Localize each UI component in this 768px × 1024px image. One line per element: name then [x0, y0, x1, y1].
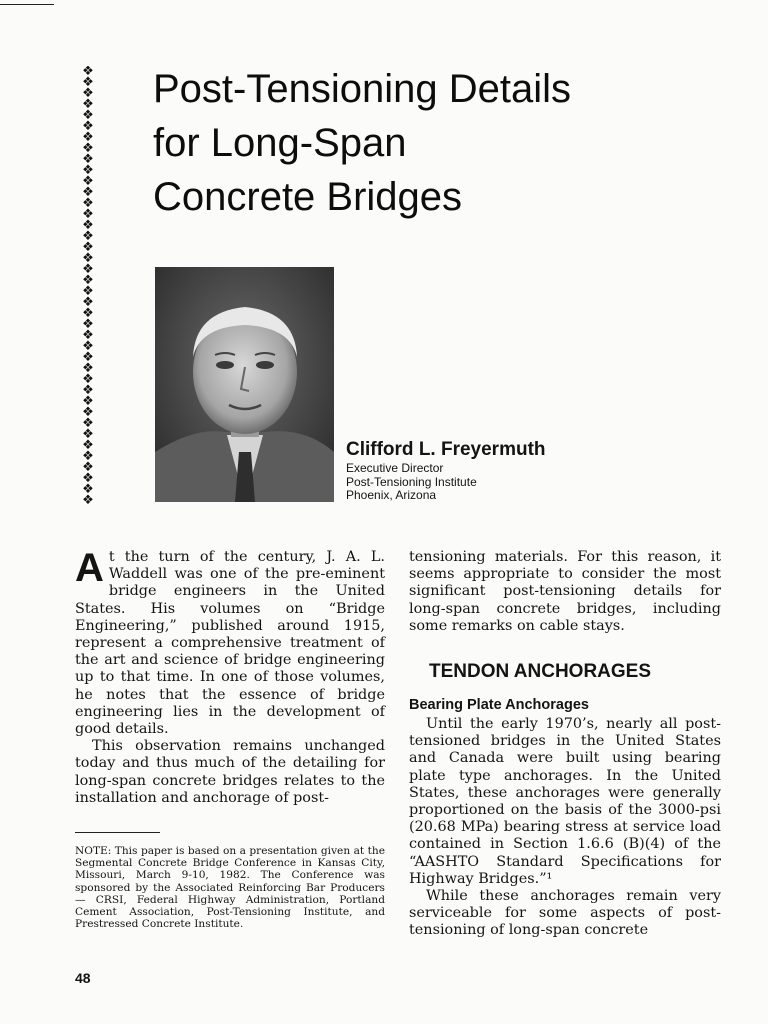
drop-cap: A [75, 546, 104, 590]
left-column [75, 546, 385, 807]
border-diamond: ❖ [82, 185, 94, 200]
border-diamond: ❖ [82, 229, 94, 244]
border-diamond: ❖ [82, 482, 94, 497]
border-diamond: ❖ [82, 108, 94, 123]
top-rule [0, 4, 54, 5]
footnote-rule [75, 832, 160, 833]
border-diamond: ❖ [82, 449, 94, 464]
border-diamond: ❖ [82, 460, 94, 475]
paragraph-1-text: t the turn of the century, J. A. L. Waddell was one of the pre-eminent bridge engineers in the United States. His volumes on “Bridge Engineering,” published around 1915, represent a comprehensive treatment of the art and science of bridge engineering up to that time. In one of those volumes, he notes that the essence of bridge engineering lies in the development of good details. [75, 549, 385, 738]
title-line-2: for Long-Span [153, 121, 407, 165]
border-diamond: ❖ [82, 218, 94, 233]
border-diamond: ❖ [82, 284, 94, 299]
border-diamond: ❖ [82, 471, 94, 486]
author-location: Phoenix, Arizona [346, 488, 437, 502]
author-portrait [155, 267, 334, 502]
border-diamond: ❖ [82, 97, 94, 112]
border-diamond: ❖ [82, 152, 94, 167]
border-diamond: ❖ [82, 383, 94, 398]
paragraph-2: This observation remains unchanged today and thus much of the detailing for long-span concrete bridges relates to the installation and anchorage of post- [75, 738, 385, 806]
border-diamond: ❖ [82, 317, 94, 332]
border-diamond: ❖ [82, 262, 94, 277]
border-diamond: ❖ [82, 438, 94, 453]
article-title [153, 62, 571, 224]
border-diamond: ❖ [82, 207, 94, 222]
border-diamond: ❖ [82, 86, 94, 101]
paragraph-5: While these anchorages remain very serviceable for some aspects of post-tensioning of long-span concrete [409, 888, 721, 939]
decorative-border [80, 66, 96, 506]
border-diamond: ❖ [82, 493, 94, 506]
border-diamond: ❖ [82, 339, 94, 354]
subsection-heading: Bearing Plate Anchorages [409, 697, 589, 714]
border-diamond: ❖ [82, 350, 94, 365]
author-name: Clifford L. Freyermuth [346, 439, 546, 460]
border-diamond: ❖ [82, 427, 94, 442]
border-diamond: ❖ [82, 141, 94, 156]
border-diamond: ❖ [82, 416, 94, 431]
author-position: Executive Director [346, 461, 444, 475]
border-diamond: ❖ [82, 196, 94, 211]
paragraph-3: tensioning materials. For this reason, it seems appropriate to consider the most significant post-tensioning details for long-span concrete bridges, including some remarks on cable stays. [409, 549, 721, 634]
border-diamond: ❖ [82, 405, 94, 420]
border-diamond: ❖ [82, 251, 94, 266]
border-diamond: ❖ [82, 273, 94, 288]
border-diamond: ❖ [82, 295, 94, 310]
page-number: 48 [75, 970, 91, 986]
border-diamond: ❖ [82, 130, 94, 145]
border-diamond: ❖ [82, 75, 94, 90]
border-diamond: ❖ [82, 119, 94, 134]
title-line-3: Concrete Bridges [153, 175, 463, 219]
border-diamond: ❖ [82, 174, 94, 189]
border-diamond: ❖ [82, 394, 94, 409]
title-line-1: Post-Tensioning Details [153, 67, 571, 111]
author-organization: Post-Tensioning Institute [346, 474, 477, 489]
right-column [409, 549, 721, 940]
footnote: NOTE: This paper is based on a presentation given at the Segmental Concrete Bridge Conference in Kansas City, Missouri, March 9-10, 1982. The Conference was sponsored by the Associated Reinforcing Bar Producers — CRSI, Federal Highway Administration, Portland Cement Association, Post-Tensioning Institute, and Prestressed Concrete Institute. [75, 845, 385, 931]
paragraph-4: Until the early 1970’s, nearly all post-tensioned bridges in the United States and Canada were built using bearing plate type anchorages. In the United States, these anchorages were generally proportioned on the basis of the 3000-psi (20.68 MPa) bearing stress at service load contained in Section 1.6.6 (B)(4) of the “AASHTO Standard Specifications for Highway Bridges.”¹ [409, 716, 721, 887]
border-diamond: ❖ [82, 306, 94, 321]
border-diamond: ❖ [82, 372, 94, 387]
border-diamond: ❖ [82, 328, 94, 343]
author-block [346, 438, 606, 503]
border-diamond: ❖ [82, 240, 94, 255]
paragraph-1 [75, 546, 385, 738]
border-diamond: ❖ [82, 361, 94, 376]
border-diamond: ❖ [82, 163, 94, 178]
section-heading: TENDON ANCHORAGES [429, 661, 652, 683]
border-diamond: ❖ [82, 66, 94, 79]
